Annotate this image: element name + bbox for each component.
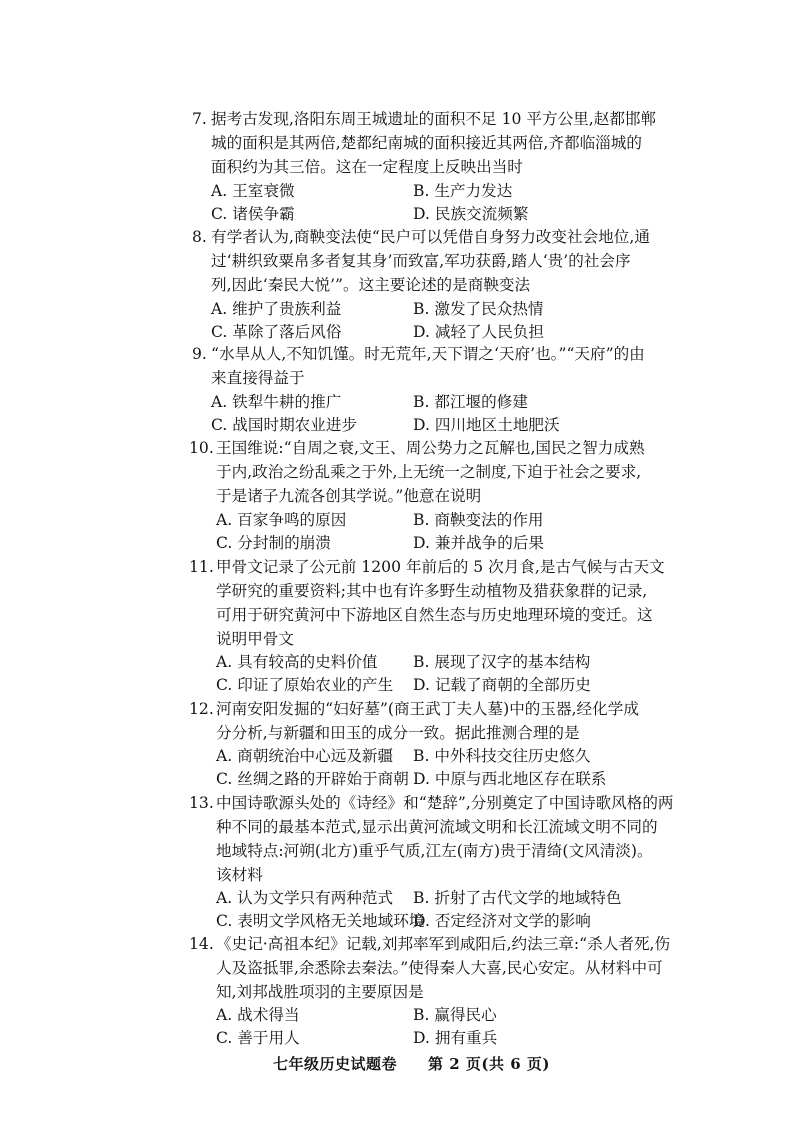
question-number: 11. — [189, 558, 214, 576]
question-text-line: 城的面积是其两倍,楚都纪南城的面积接近其两倍,齐都临淄城的 — [211, 134, 642, 152]
question-text-line: 可用于研究黄河中下游地区自然生态与历史地理环境的变迁。这 — [216, 606, 653, 624]
option-b: B. 商鞅变法的作用 — [413, 511, 544, 529]
option-c: C. 表明文学风格无关地域环境 — [216, 912, 425, 930]
option-c: C. 善于用人 — [216, 1029, 300, 1047]
question-text-line: 《史记·高祖本纪》记载,刘邦率军到咸阳后,约法三章:“杀人者死,伤 — [216, 935, 671, 953]
option-b: B. 都江堰的修建 — [413, 393, 528, 411]
question-text-line: 甲骨文记录了公元前 1200 年前后的 5 次月食,是古气候与古天文 — [216, 558, 665, 576]
question-text-line: 知,刘邦战胜项羽的主要原因是 — [216, 983, 424, 1001]
option-c: C. 丝绸之路的开辟始于商朝 — [216, 770, 409, 788]
question-text-line: 王国维说:“自周之衰,文王、周公势力之瓦解也,国民之智力成熟 — [216, 439, 645, 457]
question-number: 8. — [192, 228, 207, 246]
question-text-line: 人及盗抵罪,余悉除去秦法。”使得秦人大喜,民心安定。从材料中可 — [216, 959, 663, 977]
option-d: D. 四川地区土地肥沃 — [413, 416, 560, 434]
option-b: B. 激发了民众热情 — [413, 300, 544, 318]
option-d: D. 民族交流频繁 — [413, 205, 529, 223]
option-a: A. 百家争鸣的原因 — [216, 511, 347, 529]
option-a: A. 认为文学只有两种范式 — [216, 889, 394, 907]
option-b: B. 赢得民心 — [413, 1006, 497, 1024]
option-c: C. 战国时期农业进步 — [211, 416, 358, 434]
question-text-line: 学研究的重要资料;其中也有许多野生动植物及猎获象群的记录, — [216, 582, 648, 600]
question-text-line: 说明甲骨文 — [216, 630, 294, 648]
option-a: A. 商朝统治中心远及新疆 — [216, 747, 394, 765]
question-text-line: 分分析,与新疆和田玉的成分一致。据此推测合理的是 — [216, 724, 580, 742]
question-number: 10. — [189, 439, 214, 457]
question-text-line: 过‘耕织致粟帛多者复其身’而致富,军功获爵,踏人‘贵’的社会序 — [211, 252, 631, 270]
question-text-line: 于是诸子九流各创其学说。”他意在说明 — [216, 487, 482, 505]
option-b: B. 展现了汉字的基本结构 — [413, 653, 591, 671]
question-text-line: 河南安阳发掘的“妇好墓”(商王武丁夫人墓)中的玉器,经化学成 — [216, 700, 639, 718]
option-a: A. 具有较高的史料价值 — [216, 653, 378, 671]
page-number: 第 2 页(共 6 页) — [428, 1055, 550, 1073]
option-a: A. 战术得当 — [216, 1006, 300, 1024]
question-text-line: 有学者认为,商鞅变法使“民户可以凭借自身努力改变社会地位,通 — [211, 228, 650, 246]
question-number: 7. — [192, 110, 207, 128]
exam-title: 七年级历史试题卷 — [273, 1055, 398, 1073]
option-b: B. 生产力发达 — [413, 182, 513, 200]
question-text-line: 来直接得益于 — [211, 369, 305, 387]
option-d: D. 兼并战争的后果 — [413, 534, 545, 552]
question-number: 12. — [189, 700, 214, 718]
question-text-line: 该材料 — [216, 866, 263, 884]
question-text-line: “水旱从人,不知饥馑。时无荒年,天下谓之‘天府’也。”“天府”的由 — [211, 345, 645, 363]
option-a: A. 王室衰微 — [211, 182, 295, 200]
option-c: C. 革除了落后风俗 — [211, 323, 342, 341]
question-text-line: 面积约为其三倍。这在一定程度上反映出当时 — [211, 158, 523, 176]
question-text-line: 地域特点:河朔(北方)重乎气质,江左(南方)贵于清绮(文风清淡)。 — [216, 842, 653, 860]
question-number: 14. — [189, 935, 214, 953]
option-b: B. 中外科技交往历史悠久 — [413, 747, 591, 765]
question-number: 13. — [189, 794, 214, 812]
question-text-line: 种不同的最基本范式,显示出黄河流域文明和长江流域文明不同的 — [216, 818, 658, 836]
option-c: C. 印证了原始农业的产生 — [216, 676, 394, 694]
option-d: D. 否定经济对文学的影响 — [413, 912, 591, 930]
option-b: B. 折射了古代文学的地域特色 — [413, 889, 622, 907]
option-d: D. 减轻了人民负担 — [413, 323, 545, 341]
option-a: A. 铁犁牛耕的推广 — [211, 393, 342, 411]
option-a: A. 维护了贵族利益 — [211, 300, 342, 318]
option-d: D. 中原与西北地区存在联系 — [413, 770, 607, 788]
question-text-line: 于内,政治之纷乱乘之于外,上无统一之制度,下迫于社会之要求, — [216, 463, 642, 481]
option-c: C. 分封制的崩溃 — [216, 534, 331, 552]
question-text-line: 中国诗歌源头处的《诗经》和“楚辞”,分别奠定了中国诗歌风格的两 — [216, 794, 674, 812]
question-number: 9. — [192, 345, 207, 363]
question-text-line: 据考古发现,洛阳东周王城遗址的面积不足 10 平方公里,赵都邯郸 — [211, 110, 657, 128]
option-d: D. 拥有重兵 — [413, 1029, 498, 1047]
option-c: C. 诸侯争霸 — [211, 205, 295, 223]
question-text-line: 列,因此‘秦民大悦’”。这主要论述的是商鞅变法 — [211, 276, 531, 294]
option-d: D. 记载了商朝的全部历史 — [413, 676, 591, 694]
